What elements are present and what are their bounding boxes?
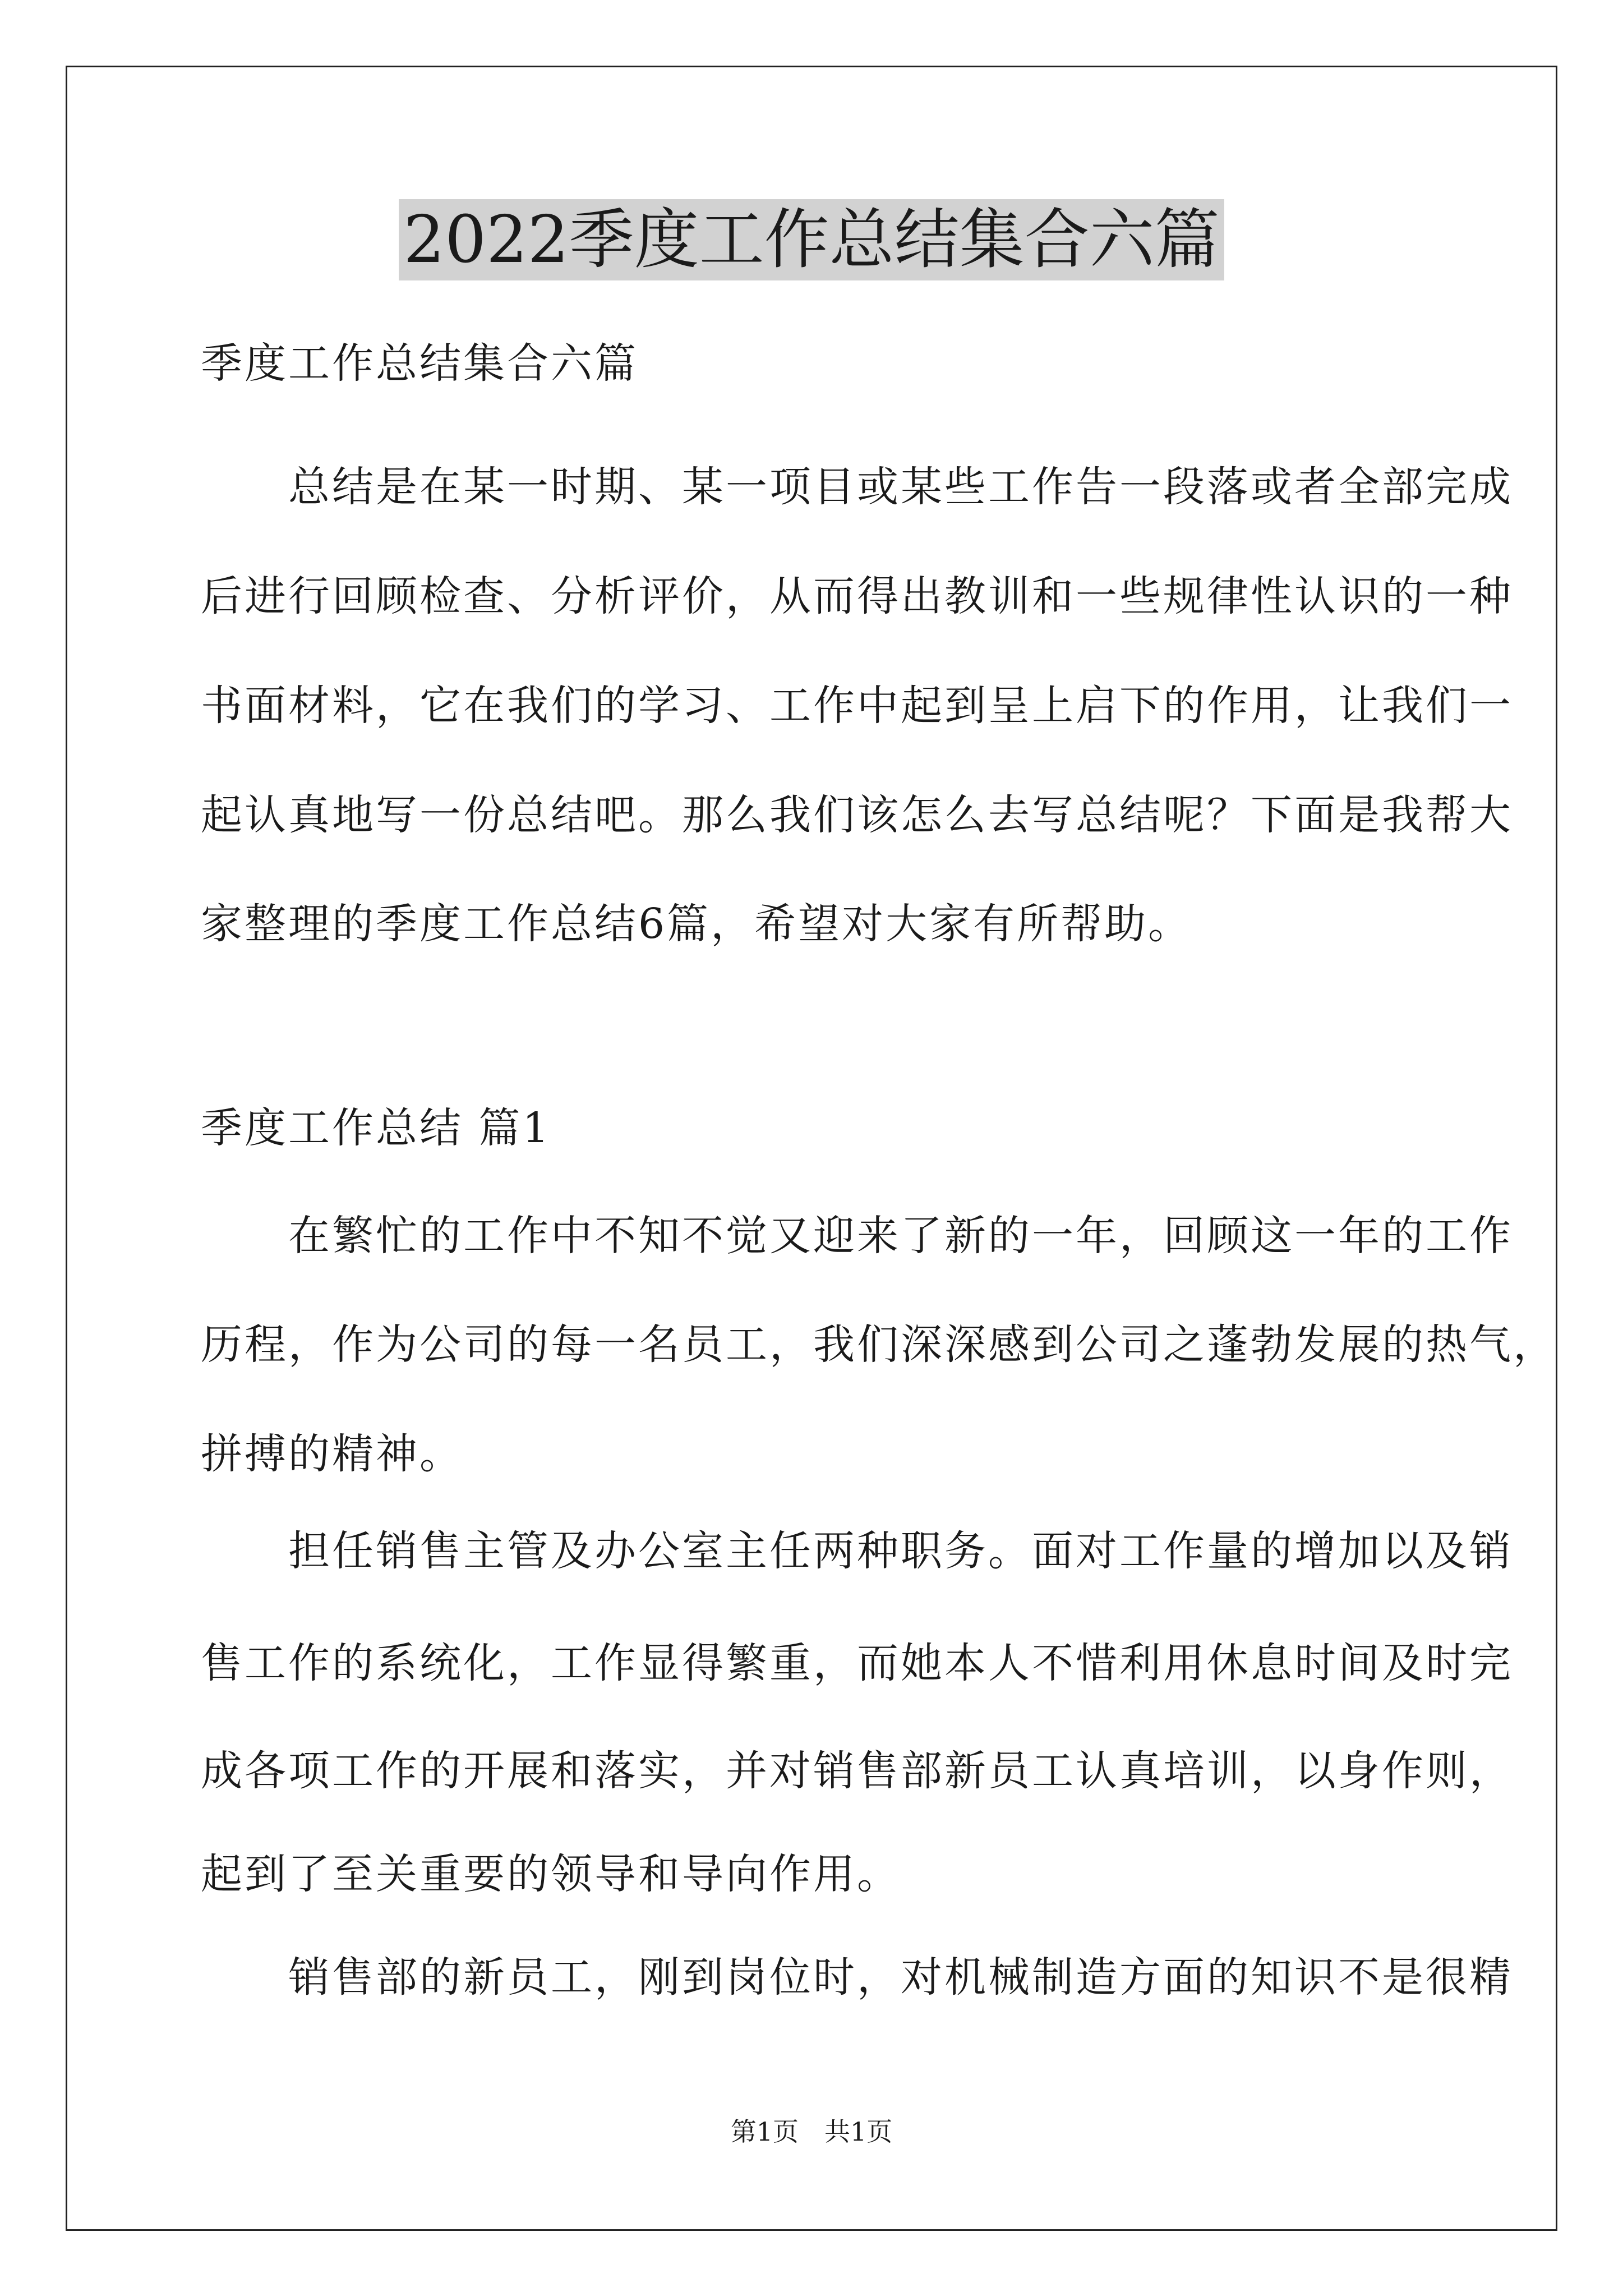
text-line: 季度工作总结 篇1 [201, 1104, 551, 1152]
text-line: 书面材料，它在我们的学习、工作中起到呈上启下的作用，让我们一 [201, 682, 1513, 730]
text-line: 在繁忙的工作中不知不觉又迎来了新的一年，回顾这一年的工作 [201, 1212, 1513, 1260]
document-title: 2022季度工作总结集合六篇 [399, 199, 1224, 280]
text-line: 季度工作总结集合六篇 [201, 339, 638, 388]
text-line: 历程，作为公司的每一名员工，我们深深感到公司之蓬勃发展的热气， [201, 1320, 1557, 1369]
text-line: 总结是在某一时期、某一项目或某些工作告一段落或者全部完成 [201, 463, 1513, 511]
text-line: 担任销售主管及办公室主任两种职务。面对工作量的增加以及销 [201, 1527, 1513, 1575]
text-line: 拼搏的精神。 [201, 1430, 463, 1478]
text-line: 家整理的季度工作总结6篇，希望对大家有所帮助。 [201, 900, 1192, 948]
text-line: 成各项工作的开展和落实，并对销售部新员工认真培训，以身作则， [201, 1747, 1513, 1795]
text-line: 售工作的系统化，工作显得繁重，而她本人不惜利用休息时间及时完 [201, 1639, 1513, 1687]
page-footer: 第1页 共1页 [730, 2116, 893, 2147]
text-line: 销售部的新员工，刚到岗位时，对机械制造方面的知识不是很精 [201, 1953, 1513, 2001]
text-line: 起到了至关重要的领导和导向作用。 [201, 1850, 901, 1898]
text-line: 起认真地写一份总结吧。那么我们该怎么去写总结呢？下面是我帮大 [201, 791, 1513, 839]
text-line: 后进行回顾检查、分析评价，从而得出教训和一些规律性认识的一种 [201, 572, 1513, 620]
title-container [0, 199, 1623, 280]
